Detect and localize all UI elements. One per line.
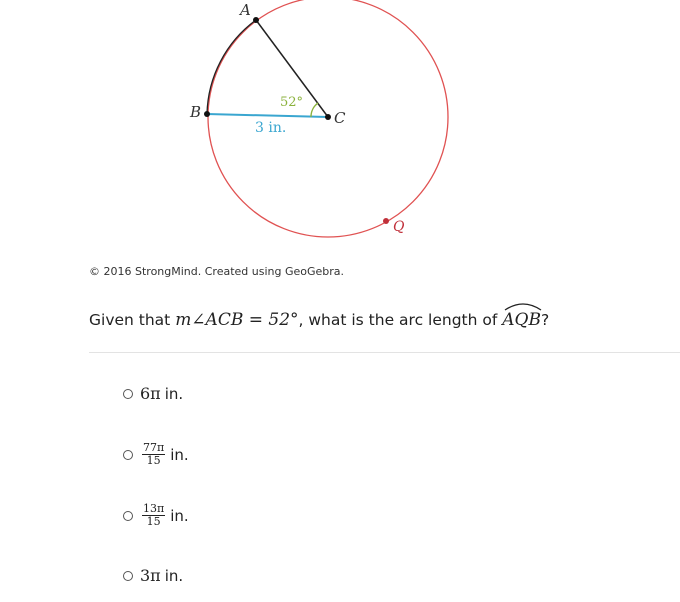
point-q	[383, 218, 389, 224]
answer-option-1[interactable]	[123, 384, 183, 403]
radio-button[interactable]	[123, 511, 133, 521]
fraction-numerator: 13π	[143, 502, 165, 515]
fraction-denominator: 15	[146, 515, 161, 528]
option-unit: in.	[164, 566, 184, 585]
label-c: C	[334, 109, 346, 127]
question-suffix: ?	[540, 311, 550, 329]
fraction-numerator: 77π	[143, 441, 165, 454]
point-b	[204, 111, 210, 117]
option-value: 6π	[140, 384, 161, 403]
circle-figure	[0, 0, 680, 250]
arc-ab	[207, 20, 256, 114]
angle-expression: m∠ACB = 52°	[175, 310, 299, 330]
question-prefix: Given that	[89, 311, 176, 329]
radio-button[interactable]	[123, 450, 133, 460]
point-c	[325, 114, 331, 120]
answer-option-2[interactable]	[123, 442, 189, 467]
option-unit: in.	[164, 384, 184, 403]
label-a: A	[240, 1, 251, 19]
fraction-denominator: 15	[146, 454, 161, 467]
arc-name: AQB	[502, 310, 541, 330]
option-unit: in.	[170, 445, 189, 464]
segment-cb	[207, 114, 328, 117]
angle-marker	[311, 103, 318, 117]
option-unit: in.	[170, 506, 189, 525]
arc-hat-icon	[503, 301, 543, 311]
option-fraction	[142, 503, 165, 528]
arc-notation	[502, 310, 541, 330]
label-q: Q	[393, 219, 405, 235]
radio-button[interactable]	[123, 389, 133, 399]
radio-button[interactable]	[123, 571, 133, 581]
option-fraction	[142, 442, 165, 467]
radius-label: 3 in.	[255, 120, 287, 136]
angle-label: 52°	[280, 95, 304, 110]
question-middle: , what is the arc length of	[298, 311, 503, 329]
option-value: 3π	[140, 566, 161, 585]
point-a	[253, 17, 259, 23]
question-text	[89, 310, 549, 330]
answer-option-3[interactable]	[123, 503, 189, 528]
label-b: B	[190, 103, 202, 121]
copyright-text: © 2016 StrongMind. Created using GeoGebra.	[89, 265, 345, 278]
answer-option-4[interactable]	[123, 566, 183, 585]
divider	[89, 352, 680, 353]
